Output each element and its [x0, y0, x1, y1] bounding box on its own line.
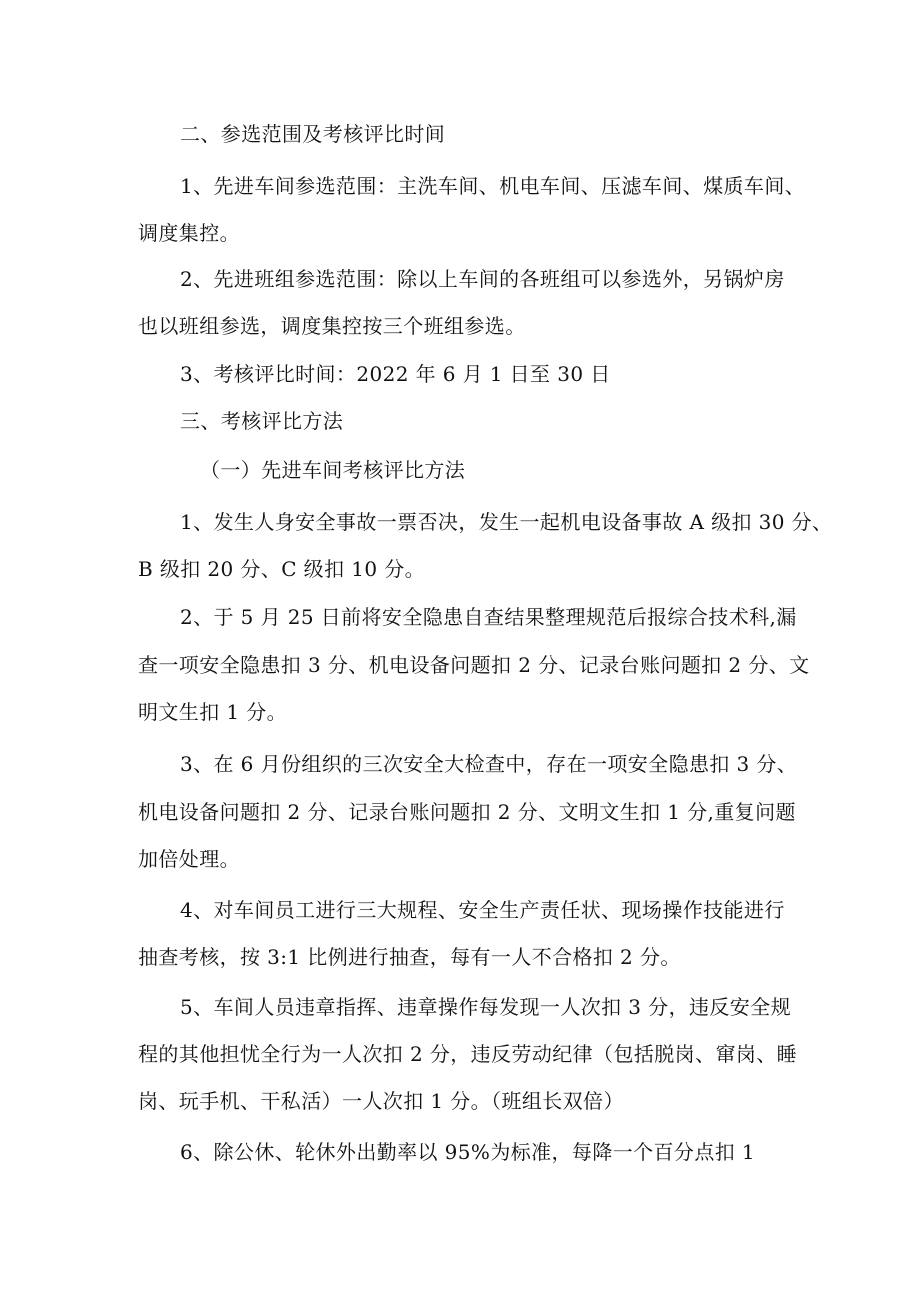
- section-3-item-1-line-2: B 级扣 20 分、C 级扣 10 分。: [138, 557, 426, 581]
- section-3-item-5-line-2: 程的其他担忧全行为一人次扣 2 分，违反劳动纪律（包括脱岗、窜岗、睡: [138, 1042, 798, 1066]
- section-3-item-3-line-1: 3、在 6 月份组织的三次安全大检查中，存在一项安全隐患扣 3 分、: [180, 752, 798, 776]
- section-2-item-1-line-1: 1、先进车间参选范围：主洗车间、机电车间、压滤车间、煤质车间、: [180, 174, 806, 198]
- section-2-item-2-line-1: 2、先进班组参选范围：除以上车间的各班组可以参选外，另锅炉房: [180, 267, 785, 291]
- section-3-item-1-line-1: 1、发生人身安全事故一票否决，发生一起机电设备事故 A 级扣 30 分、: [180, 510, 833, 534]
- section-3-heading: 三、考核评比方法: [180, 409, 344, 433]
- section-3-item-4-line-2: 抽查考核，按 3:1 比例进行抽查，每有一人不合格扣 2 分。: [138, 945, 681, 969]
- section-2-item-1-line-2: 调度集控。: [138, 221, 240, 245]
- section-3-item-4-line-1: 4、对车间员工进行三大规程、安全生产责任状、现场操作技能进行: [180, 898, 785, 922]
- section-2-heading: 二、参选范围及考核评比时间: [180, 122, 446, 146]
- section-2-item-2-line-2: 也以班组参选，调度集控按三个班组参选。: [138, 314, 526, 338]
- section-3-item-5-line-1: 5、车间人员违章指挥、违章操作每发现一人次扣 3 分，违反安全规: [180, 995, 791, 1019]
- section-2-item-3-line-1: 3、考核评比时间：2022 年 6 月 1 日至 30 日: [180, 362, 611, 386]
- section-3-item-2-line-1: 2、于 5 月 25 日前将安全隐患自查结果整理规范后报综合技术科,漏: [180, 605, 797, 629]
- section-3-item-2-line-3: 明文生扣 1 分。: [138, 700, 288, 724]
- section-3-item-6-line-1: 6、除公休、轮休外出勤率以 95%为标准，每降一个百分点扣 1: [180, 1140, 756, 1164]
- section-3-item-5-line-3: 岗、玩手机、干私活）一人次扣 1 分。（班组长双倍）: [138, 1089, 624, 1113]
- section-3-item-3-line-3: 加倍处理。: [138, 847, 240, 871]
- section-3-item-2-line-2: 查一项安全隐患扣 3 分、机电设备问题扣 2 分、记录台账问题扣 2 分、文: [138, 653, 810, 677]
- section-3-subheading: （一）先进车间考核评比方法: [200, 458, 466, 482]
- section-3-item-3-line-2: 机电设备问题扣 2 分、记录台账问题扣 2 分、文明文生扣 1 分,重复问题: [138, 800, 796, 824]
